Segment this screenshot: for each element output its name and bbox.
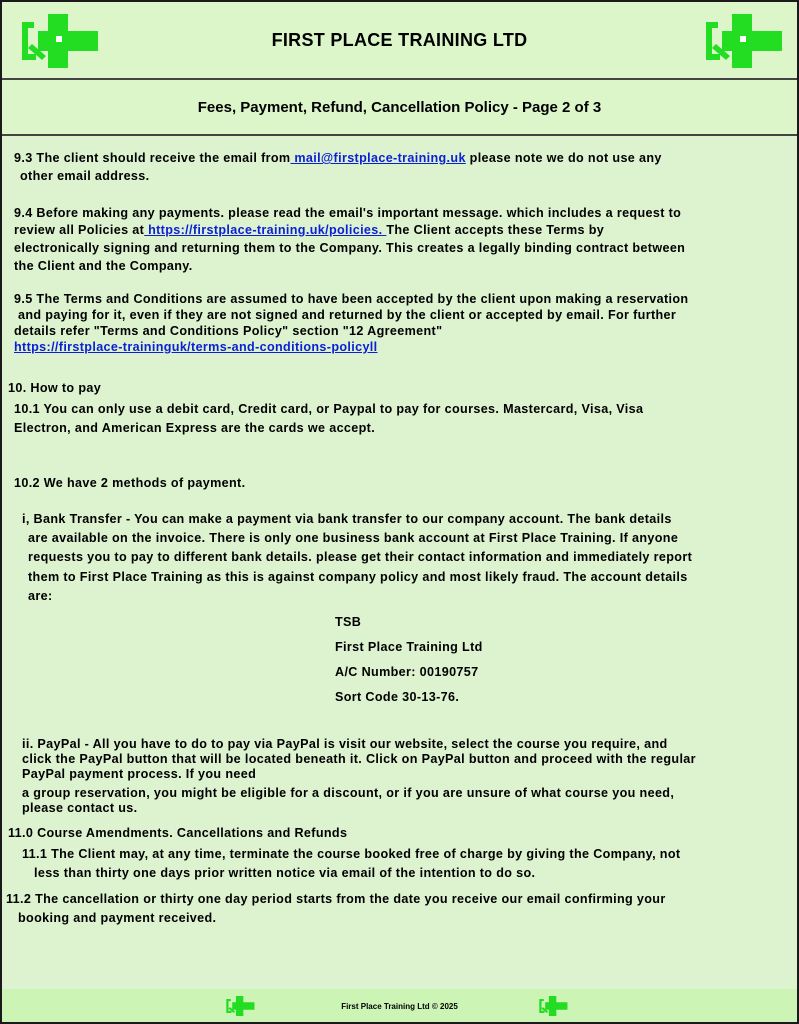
header	[2, 2, 797, 79]
section-9-4-text: the Client and the Company.	[14, 259, 193, 273]
section-10-2-text: 10.2 We have 2 methods of payment.	[14, 476, 246, 490]
section-9-4-line	[14, 221, 604, 239]
section-10-1-text: 10.1 You can only use a debit card, Credit card, or Paypal to pay for courses. Mastercard, Visa, Visa	[14, 402, 644, 416]
account-name: First Place Training Ltd	[335, 640, 483, 654]
section-9-4-text: review all Policies at	[14, 223, 145, 237]
bank-transfer-text: are available on the invoice. There is only one business bank account at First Place Training. If anyone	[28, 531, 679, 545]
email-link[interactable]: mail@firstplace-training.uk	[290, 151, 466, 165]
paypal-text: ii. PayPal - All you have to do to pay via PayPal is visit our website, select the course you require, and	[22, 737, 668, 751]
section-11-1-text: 11.1 The Client may, at any time, terminate the course booked free of charge by giving the Company, not	[22, 847, 681, 861]
policies-link[interactable]: https://firstplace-training.uk/policies.	[144, 223, 387, 237]
bank-transfer-text: are:	[28, 589, 53, 603]
section-9-5-text: details refer "Terms and Conditions Policy" section "12 Agreement"	[14, 324, 443, 338]
section-11-2-text: 11.2 The cancellation or thirty one day period starts from the date you receive our email confirming your	[6, 892, 666, 906]
footer	[2, 989, 797, 1022]
account-number: A/C Number: 00190757	[335, 665, 479, 679]
section-11-heading: 11.0 Course Amendments. Cancellations and Refunds	[8, 826, 348, 840]
section-11-1-text: less than thirty one days prior written notice via email of the intention to do so.	[34, 866, 536, 880]
section-9-3-text: other email address.	[20, 169, 150, 183]
section-10-1-text: Electron, and American Express are the cards we accept.	[14, 421, 376, 435]
green-cross-logo-icon	[702, 14, 784, 68]
bank-transfer-text: i, Bank Transfer - You can make a payment via bank transfer to our company account. The bank details	[22, 512, 672, 526]
bank-transfer-text: requests you to pay to different bank details. please get their contact information and immediately report	[28, 550, 693, 564]
bank-name: TSB	[335, 615, 362, 629]
section-9-3-text: 9.3 The client should receive the email from	[14, 151, 291, 165]
section-9-4-text: 9.4 Before making any payments. please read the email's important message. which includes a request to	[14, 206, 682, 220]
paypal-text: PayPal payment process. If you need	[22, 767, 257, 781]
green-cross-logo-icon	[535, 996, 571, 1016]
terms-and-conditions-link[interactable]: https://firstplace-traininguk/terms-and-conditions-policyll	[14, 340, 378, 354]
sort-code: Sort Code 30-13-76.	[335, 690, 460, 704]
section-9-5-text: and paying for it, even if they are not signed and returned by the client or accepted by email. For further	[18, 308, 677, 322]
section-9-5-text: 9.5 The Terms and Conditions are assumed to have been accepted by the client upon making a reservation	[14, 292, 689, 306]
section-10-heading: 10. How to pay	[8, 381, 102, 395]
paypal-text: click the PayPal button that will be located beneath it. Click on PayPal button and proceed with the regular	[22, 752, 696, 766]
section-9-4-text: electronically signing and returning them to the Company. This creates a legally binding contract between	[14, 241, 686, 255]
paypal-text: a group reservation, you might be eligible for a discount, or if you are unsure of what course you need,	[22, 786, 675, 800]
section-11-2-text: booking and payment received.	[18, 911, 217, 925]
company-title: FIRST PLACE TRAINING LTD	[271, 30, 528, 50]
page-subtitle: Fees, Payment, Refund, Cancellation Policy - Page 2 of 3	[197, 99, 602, 116]
bank-transfer-text: them to First Place Training as this is against company policy and most likely fraud. The account details	[28, 570, 688, 584]
policy-content	[2, 134, 797, 989]
page-subtitle-bar	[2, 78, 797, 136]
section-9-4-text: The Client accepts these Terms by	[386, 223, 605, 237]
section-9-3-text: please note we do not use any	[465, 151, 662, 165]
footer-copyright: First Place Training Ltd © 2025	[341, 1002, 458, 1011]
paypal-text: please contact us.	[22, 801, 138, 815]
section-9-3-line	[14, 149, 662, 167]
